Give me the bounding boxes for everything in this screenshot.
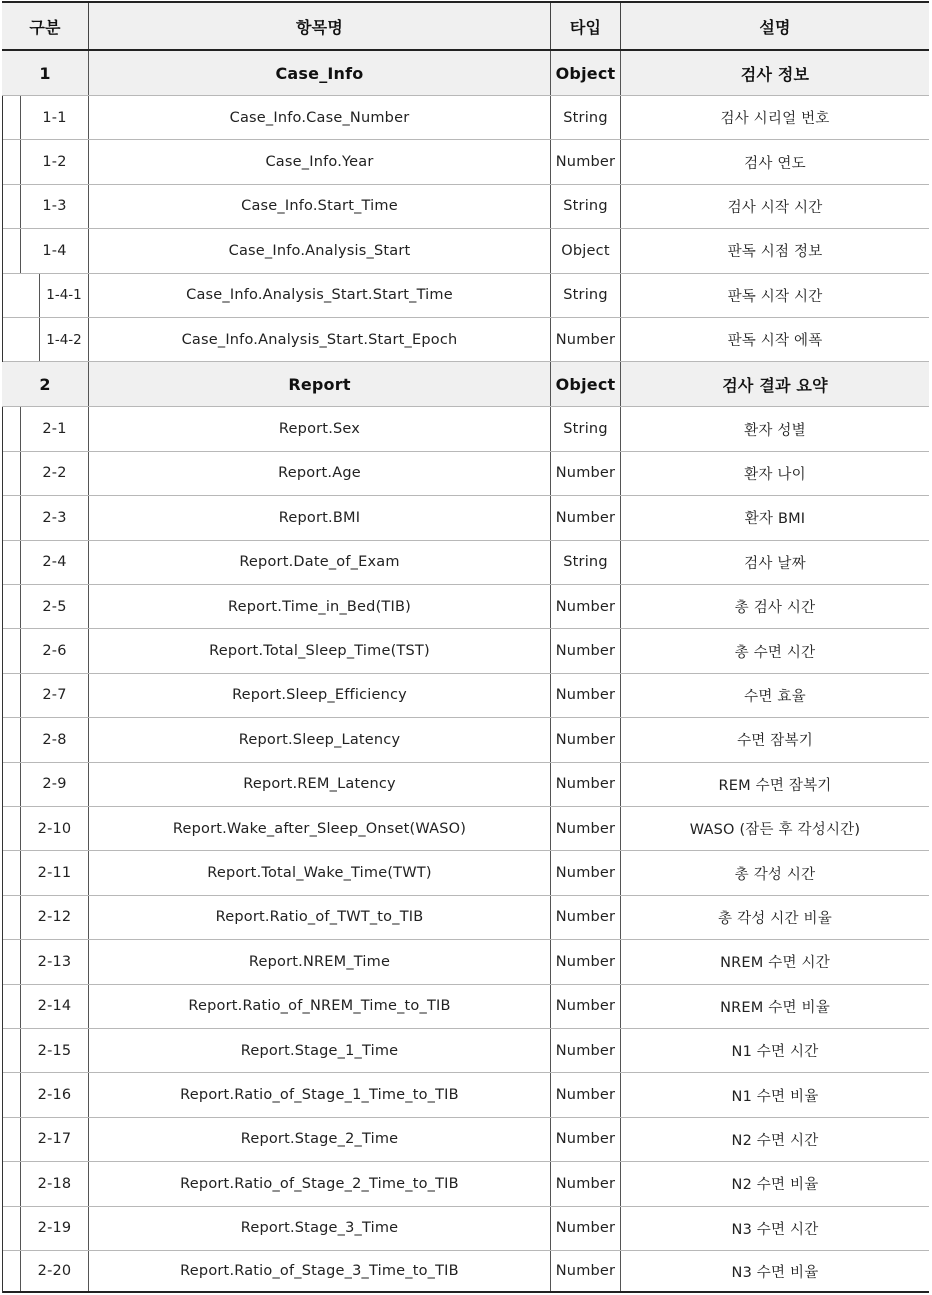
row-name: Report.Sex — [88, 407, 550, 450]
row-type: Number — [550, 985, 620, 1028]
row-desc: 검사 시작 시간 — [620, 185, 929, 228]
table-row — [2, 674, 929, 718]
row-desc: N3 수면 시간 — [620, 1207, 929, 1250]
row-type: Number — [550, 807, 620, 850]
row-id: 2-7 — [20, 674, 88, 717]
table-row — [2, 763, 929, 807]
table-row — [2, 318, 929, 362]
row-desc: 검사 시리얼 번호 — [620, 96, 929, 139]
row-desc: N2 수면 시간 — [620, 1118, 929, 1161]
row-desc: 환자 나이 — [620, 452, 929, 495]
header-id: 구분 — [29, 17, 61, 37]
header-type: 타입 — [550, 3, 620, 49]
table-row — [2, 629, 929, 673]
group-row — [2, 51, 929, 96]
table-row — [2, 96, 929, 140]
row-name: Report.Stage_1_Time — [88, 1029, 550, 1072]
row-type: Number — [550, 318, 620, 361]
row-name: Report.Ratio_of_Stage_2_Time_to_TIB — [88, 1162, 550, 1205]
table-row — [2, 407, 929, 451]
table-row — [2, 718, 929, 762]
table-row — [2, 452, 929, 496]
row-name: Report.Total_Wake_Time(TWT) — [88, 851, 550, 894]
row-id: 2-16 — [20, 1073, 88, 1116]
table-row — [2, 940, 929, 984]
table-row — [2, 851, 929, 895]
row-id: 1-4-2 — [39, 318, 88, 361]
row-id: 1-4-1 — [39, 274, 88, 317]
row-type: Number — [550, 1073, 620, 1116]
row-type: Number — [550, 585, 620, 628]
table-header — [2, 1, 929, 51]
row-name: Report.Sleep_Latency — [88, 718, 550, 761]
row-type: Object — [550, 229, 620, 272]
row-id: 1-3 — [20, 185, 88, 228]
row-name: Report.Ratio_of_Stage_3_Time_to_TIB — [88, 1251, 550, 1291]
row-type: Number — [550, 496, 620, 539]
row-id: 2-3 — [20, 496, 88, 539]
row-desc: 판독 시작 에폭 — [620, 318, 929, 361]
row-name: Report.Ratio_of_Stage_1_Time_to_TIB — [88, 1073, 550, 1116]
row-type: String — [550, 407, 620, 450]
row-type: Number — [550, 940, 620, 983]
row-desc: NREM 수면 비율 — [620, 985, 929, 1028]
table-row — [2, 1118, 929, 1162]
row-name: Case_Info.Year — [88, 140, 550, 183]
row-id: 2-8 — [20, 718, 88, 761]
row-type: Number — [550, 1207, 620, 1250]
row-name: Case_Info.Analysis_Start.Start_Epoch — [88, 318, 550, 361]
group-type: Object — [550, 362, 620, 406]
row-id: 2-20 — [20, 1251, 88, 1291]
table-row — [2, 807, 929, 851]
header-name: 항목명 — [88, 3, 550, 49]
row-desc: 수면 잠복기 — [620, 718, 929, 761]
table-row — [2, 185, 929, 229]
row-name: Report.Time_in_Bed(TIB) — [88, 585, 550, 628]
row-type: String — [550, 96, 620, 139]
row-id: 2-12 — [20, 896, 88, 939]
row-desc: NREM 수면 시간 — [620, 940, 929, 983]
table-row — [2, 585, 929, 629]
row-type: Number — [550, 718, 620, 761]
row-desc: N3 수면 비율 — [620, 1251, 929, 1291]
header-desc: 설명 — [620, 3, 929, 49]
row-desc: 검사 날짜 — [620, 541, 929, 584]
table-row — [2, 229, 929, 273]
table-row — [2, 140, 929, 184]
group-desc: 검사 정보 — [620, 51, 929, 95]
group-name: Report — [88, 362, 550, 406]
row-desc: N1 수면 시간 — [620, 1029, 929, 1072]
row-name: Report.Sleep_Efficiency — [88, 674, 550, 717]
group-name: Case_Info — [88, 51, 550, 95]
row-type: String — [550, 274, 620, 317]
row-id: 2-9 — [20, 763, 88, 806]
row-id: 2-2 — [20, 452, 88, 495]
table-row — [2, 496, 929, 540]
row-name: Case_Info.Case_Number — [88, 96, 550, 139]
row-desc: 판독 시작 시간 — [620, 274, 929, 317]
row-type: Number — [550, 1029, 620, 1072]
row-name: Case_Info.Start_Time — [88, 185, 550, 228]
row-desc: 총 각성 시간 — [620, 851, 929, 894]
row-name: Report.Stage_2_Time — [88, 1118, 550, 1161]
row-name: Report.NREM_Time — [88, 940, 550, 983]
group-row — [2, 362, 929, 407]
row-name: Report.Ratio_of_TWT_to_TIB — [88, 896, 550, 939]
row-desc: N1 수면 비율 — [620, 1073, 929, 1116]
row-type: Number — [550, 452, 620, 495]
row-type: Number — [550, 140, 620, 183]
row-name: Report.Age — [88, 452, 550, 495]
row-desc: 환자 BMI — [620, 496, 929, 539]
row-type: Number — [550, 1251, 620, 1291]
row-type: Number — [550, 1162, 620, 1205]
table-row — [2, 541, 929, 585]
row-id: 2-19 — [20, 1207, 88, 1250]
table-row — [2, 985, 929, 1029]
row-id: 2-13 — [20, 940, 88, 983]
row-desc: N2 수면 비율 — [620, 1162, 929, 1205]
row-desc: 검사 연도 — [620, 140, 929, 183]
row-desc: 판독 시점 정보 — [620, 229, 929, 272]
row-type: String — [550, 185, 620, 228]
row-type: Number — [550, 1118, 620, 1161]
row-desc: 총 검사 시간 — [620, 585, 929, 628]
spec-table — [2, 1, 929, 1293]
row-name: Report.BMI — [88, 496, 550, 539]
row-name: Case_Info.Analysis_Start.Start_Time — [88, 274, 550, 317]
table-row — [2, 1162, 929, 1206]
row-id: 2-6 — [20, 629, 88, 672]
group-type: Object — [550, 51, 620, 95]
table-row — [2, 1029, 929, 1073]
row-desc: REM 수면 잠복기 — [620, 763, 929, 806]
hierarchy-guide — [2, 96, 3, 362]
row-type: String — [550, 541, 620, 584]
row-desc: WASO (잠든 후 각성시간) — [620, 807, 929, 850]
row-type: Number — [550, 629, 620, 672]
row-id: 2-11 — [20, 851, 88, 894]
row-id: 1-2 — [20, 140, 88, 183]
row-type: Number — [550, 896, 620, 939]
row-name: Report.Date_of_Exam — [88, 541, 550, 584]
row-type: Number — [550, 851, 620, 894]
row-id: 2-15 — [20, 1029, 88, 1072]
row-id: 1-1 — [20, 96, 88, 139]
row-name: Report.Stage_3_Time — [88, 1207, 550, 1250]
table-row — [2, 274, 929, 318]
row-name: Report.Wake_after_Sleep_Onset(WASO) — [88, 807, 550, 850]
row-id: 2-5 — [20, 585, 88, 628]
group-id: 1 — [39, 63, 51, 83]
row-desc: 수면 효율 — [620, 674, 929, 717]
row-id: 1-4 — [20, 229, 88, 272]
row-desc: 총 각성 시간 비율 — [620, 896, 929, 939]
row-desc: 환자 성별 — [620, 407, 929, 450]
table-row — [2, 1073, 929, 1117]
table-row — [2, 1207, 929, 1251]
group-id: 2 — [39, 374, 51, 394]
row-name: Report.Ratio_of_NREM_Time_to_TIB — [88, 985, 550, 1028]
row-name: Report.REM_Latency — [88, 763, 550, 806]
group-desc: 검사 결과 요약 — [620, 362, 929, 406]
row-type: Number — [550, 674, 620, 717]
row-type: Number — [550, 763, 620, 806]
row-id: 2-14 — [20, 985, 88, 1028]
row-id: 2-18 — [20, 1162, 88, 1205]
table-row — [2, 896, 929, 940]
hierarchy-guide — [2, 407, 3, 1293]
row-desc: 총 수면 시간 — [620, 629, 929, 672]
row-id: 2-4 — [20, 541, 88, 584]
row-name: Case_Info.Analysis_Start — [88, 229, 550, 272]
row-id: 2-17 — [20, 1118, 88, 1161]
table-row — [2, 1251, 929, 1293]
row-id: 2-10 — [20, 807, 88, 850]
row-id: 2-1 — [20, 407, 88, 450]
row-name: Report.Total_Sleep_Time(TST) — [88, 629, 550, 672]
